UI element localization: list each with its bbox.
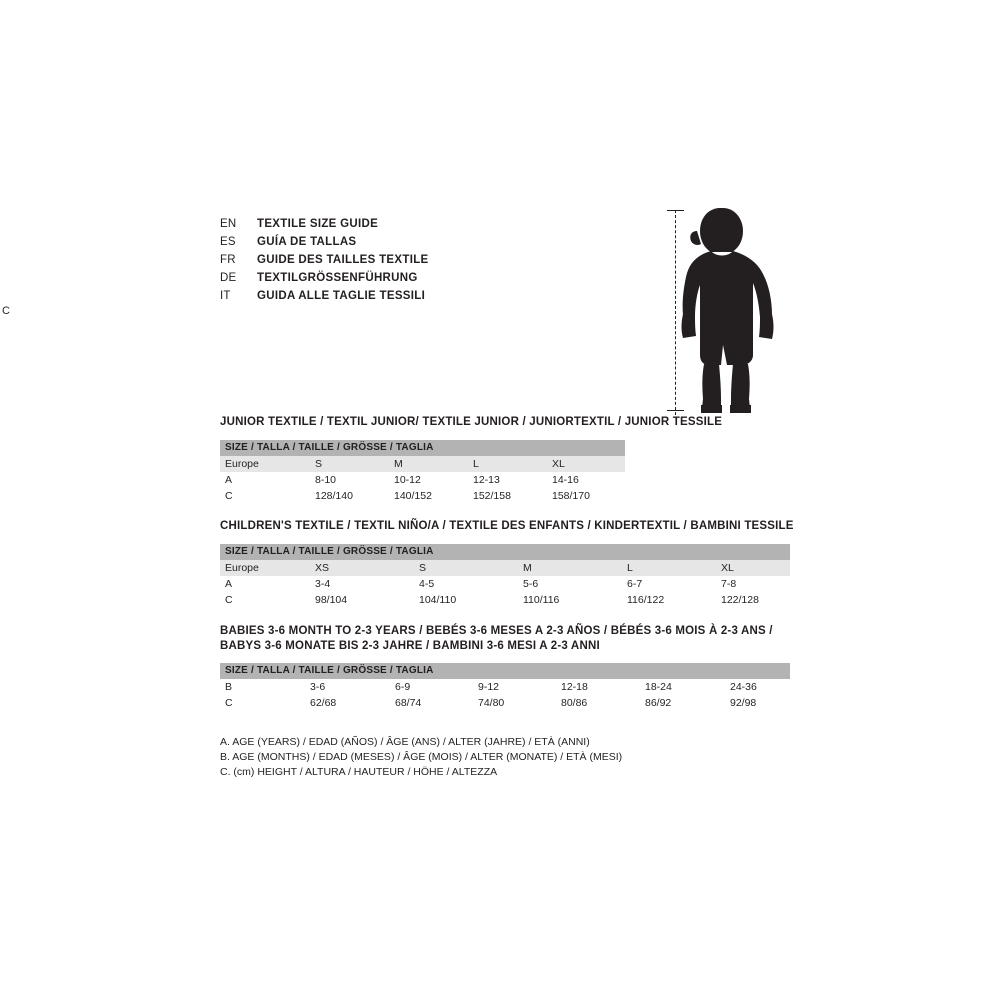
babies-title-line-2: BABYS 3-6 MONATE BIS 2-3 JAHRE / BAMBINI 3-6 MESI A 2-3 ANNI	[220, 640, 600, 652]
row-label: C	[220, 488, 310, 504]
language-title: TEXTILGRÖSSENFÜHRUNG	[257, 272, 418, 284]
child-silhouette-icon	[675, 205, 795, 417]
row-label: C	[220, 592, 310, 608]
cell: 122/128	[716, 592, 790, 608]
table-row	[220, 592, 790, 608]
junior-size-table	[220, 440, 625, 504]
cell: 98/104	[310, 592, 414, 608]
footnote-c: C. (cm) HEIGHT / ALTURA / HAUTEUR / HÖHE / ALTEZZA	[220, 766, 498, 778]
row-label: Europe	[220, 560, 310, 576]
row-label: Europe	[220, 456, 310, 472]
cell: 152/158	[468, 488, 547, 504]
cell: XL	[716, 560, 790, 576]
cell: 110/116	[518, 592, 622, 608]
cell: 12-18	[556, 679, 640, 695]
cell: L	[468, 456, 547, 472]
babies-size-table	[220, 663, 790, 711]
cell: 104/110	[414, 592, 518, 608]
cell: S	[414, 560, 518, 576]
cell: 128/140	[310, 488, 389, 504]
cell: L	[622, 560, 716, 576]
cell: 92/98	[725, 695, 790, 711]
figure-measure-label: C	[2, 305, 10, 317]
cell: 10-12	[389, 472, 468, 488]
footnotes-block	[220, 735, 622, 780]
language-title: GUIDE DES TAILLES TEXTILE	[257, 254, 429, 266]
table-header-row	[220, 440, 625, 456]
cell: 5-6	[518, 576, 622, 592]
cell: M	[389, 456, 468, 472]
cell: 3-4	[310, 576, 414, 592]
children-size-header: SIZE / TALLA / TAILLE / GRÖSSE / TAGLIA	[220, 544, 790, 560]
language-code: IT	[220, 290, 231, 302]
row-label: A	[220, 576, 310, 592]
cell: 12-13	[468, 472, 547, 488]
cell: 4-5	[414, 576, 518, 592]
language-code: EN	[220, 218, 237, 230]
height-measurement-figure	[655, 205, 855, 420]
cell: 74/80	[473, 695, 556, 711]
cell: S	[310, 456, 389, 472]
cell: 86/92	[640, 695, 725, 711]
language-row	[220, 251, 650, 269]
table-row	[220, 576, 790, 592]
cell: M	[518, 560, 622, 576]
language-title: GUIDA ALLE TAGLIE TESSILI	[257, 290, 426, 302]
cell: 18-24	[640, 679, 725, 695]
row-label: A	[220, 472, 310, 488]
language-row	[220, 287, 650, 305]
language-title: GUÍA DE TALLAS	[257, 236, 357, 248]
junior-size-header: SIZE / TALLA / TAILLE / GRÖSSE / TAGLIA	[220, 440, 625, 456]
language-code: ES	[220, 236, 236, 248]
junior-section-title: JUNIOR TEXTILE / TEXTIL JUNIOR/ TEXTILE JUNIOR / JUNIORTEXTIL / JUNIOR TESSILE	[220, 416, 723, 428]
table-header-row	[220, 663, 790, 679]
cell: 14-16	[547, 472, 625, 488]
table-row	[220, 456, 625, 472]
cell: 62/68	[305, 695, 390, 711]
language-row	[220, 269, 650, 287]
table-row	[220, 695, 790, 711]
table-row	[220, 488, 625, 504]
cell: 8-10	[310, 472, 389, 488]
row-label: C	[220, 695, 305, 711]
row-label: B	[220, 679, 305, 695]
footnote-a: A. AGE (YEARS) / EDAD (AÑOS) / ÂGE (ANS) / ALTER (JAHRE) / ETÀ (ANNI)	[220, 736, 590, 748]
babies-title-line-1: BABIES 3-6 MONTH TO 2-3 YEARS / BEBÉS 3-6 MESES A 2-3 AÑOS / BÉBÉS 3-6 MOIS À 2-3 ANS /	[220, 625, 773, 637]
cell: 80/86	[556, 695, 640, 711]
language-row	[220, 233, 650, 251]
language-code: DE	[220, 272, 237, 284]
cell: XS	[310, 560, 414, 576]
table-row	[220, 560, 790, 576]
cell: 140/152	[389, 488, 468, 504]
cell: 158/170	[547, 488, 625, 504]
cell: 6-9	[390, 679, 473, 695]
language-header-block	[220, 215, 650, 305]
language-row	[220, 215, 650, 233]
cell: 7-8	[716, 576, 790, 592]
table-row	[220, 472, 625, 488]
table-row	[220, 679, 790, 695]
table-header-row	[220, 544, 790, 560]
footnote-b: B. AGE (MONTHS) / EDAD (MESES) / ÂGE (MOIS) / ALTER (MONATE) / ETÀ (MESI)	[220, 751, 623, 763]
children-size-table	[220, 544, 790, 608]
cell: 24-36	[725, 679, 790, 695]
cell: 116/122	[622, 592, 716, 608]
cell: 3-6	[305, 679, 390, 695]
language-code: FR	[220, 254, 236, 266]
cell: 9-12	[473, 679, 556, 695]
cell: 6-7	[622, 576, 716, 592]
babies-size-header: SIZE / TALLA / TAILLE / GRÖSSE / TAGLIA	[220, 663, 790, 679]
cell: 68/74	[390, 695, 473, 711]
cell: XL	[547, 456, 625, 472]
language-title: TEXTILE SIZE GUIDE	[257, 218, 379, 230]
children-section-title: CHILDREN'S TEXTILE / TEXTIL NIÑO/A / TEXTILE DES ENFANTS / KINDERTEXTIL / BAMBINI TESSILE	[220, 520, 794, 532]
babies-section-title	[220, 624, 773, 654]
